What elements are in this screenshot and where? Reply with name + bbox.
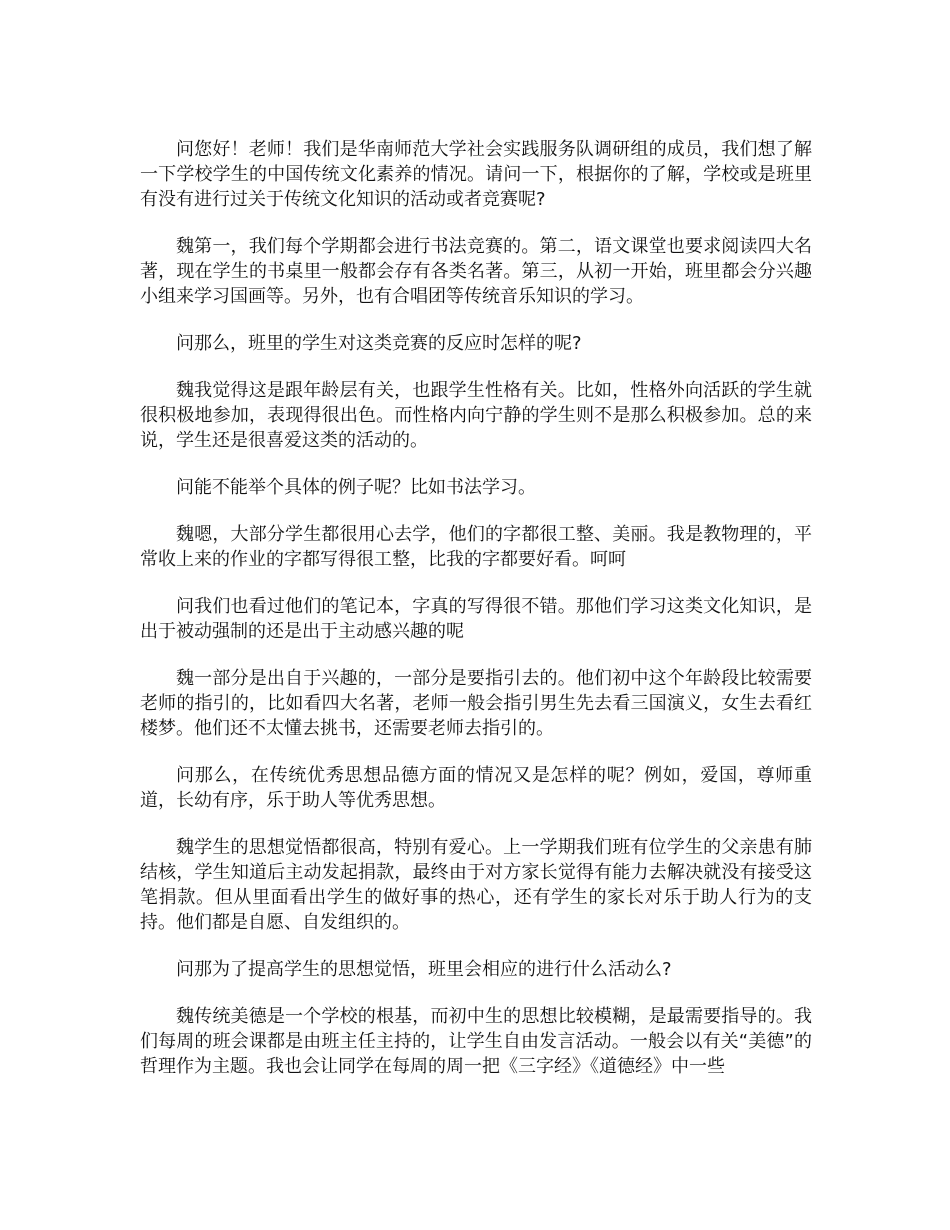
interview-answer-6: 魏传统美德是一个学校的根基，而初中生的思想比较模糊，是最需要指导的。我们每周的班会课都是由班主任主持的，让学生自由发言活动。一般会以有关“美德”的哲理作为主题。我也会让同学在每周的周一把《三字经》《道德经》中一些 bbox=[140, 1006, 812, 1077]
interview-question-2: 问那么，班里的学生对这类竞赛的反应时怎样的呢? bbox=[176, 333, 582, 354]
interview-question-5: 问那么，在传统优秀思想品德方面的情况又是怎样的呢？例如，爱国，尊师重道，长幼有序，乐于助人等优秀思想。 bbox=[140, 765, 812, 811]
interview-answer-5: 魏学生的思想觉悟都很高，特别有爱心。上一学期我们班有位学生的父亲患有肺结核，学生知道后主动发起捐款，最终由于对方家长觉得有能力去解决就没有接受这笔捐款。但从里面看出学生的做好事的热心，还有学生的家长对乐于助人行为的支持。他们都是自愿、自发组织的。 bbox=[140, 837, 812, 933]
interview-question-6: 问那为了提高学生的思想觉悟，班里会相应的进行什么活动么? bbox=[176, 959, 672, 980]
interview-answer-4: 魏一部分是出自于兴趣的，一部分是要指引去的。他们初中这个年龄段比较需要老师的指引的，比如看四大名著，老师一般会指引男生先去看三国演义，女生去看红楼梦。他们还不太懂去挑书，还需要老师去指引的。 bbox=[140, 668, 812, 739]
interview-answer-1: 魏第一，我们每个学期都会进行书法竞赛的。第二，语文课堂也要求阅读四大名著，现在学生的书桌里一般都会存有各类名著。第三，从初一开始，班里都会分兴趣小组来学习国画等。另外，也有合唱团等传统音乐知识的学习。 bbox=[140, 236, 812, 307]
interview-answer-3: 魏嗯，大部分学生都很用心去学，他们的字都很工整、美丽。我是教物理的，平常收上来的作业的字都写得很工整，比我的字都要好看。呵呵 bbox=[140, 524, 812, 570]
interview-answer-2: 魏我觉得这是跟年龄层有关，也跟学生性格有关。比如，性格外向活跃的学生就很积极地参加，表现得很出色。而性格内向宁静的学生则不是那么积极参加。总的来说，学生还是很喜爱这类的活动的。 bbox=[140, 380, 812, 451]
interview-question-1: 问您好！老师！我们是华南师范大学社会实践服务队调研组的成员，我们想了解一下学校学生的中国传统文化素养的情况。请问一下，根据你的了解，学校或是班里有没有进行过关于传统文化知识的活动或者竞赛呢? bbox=[140, 139, 812, 210]
interview-question-3: 问能不能举个具体的例子呢？比如书法学习。 bbox=[176, 477, 536, 498]
interview-question-4: 问我们也看过他们的笔记本，字真的写得很不错。那他们学习这类文化知识，是出于被动强制的还是出于主动感兴趣的呢 bbox=[140, 596, 812, 642]
document-body bbox=[140, 137, 812, 1101]
